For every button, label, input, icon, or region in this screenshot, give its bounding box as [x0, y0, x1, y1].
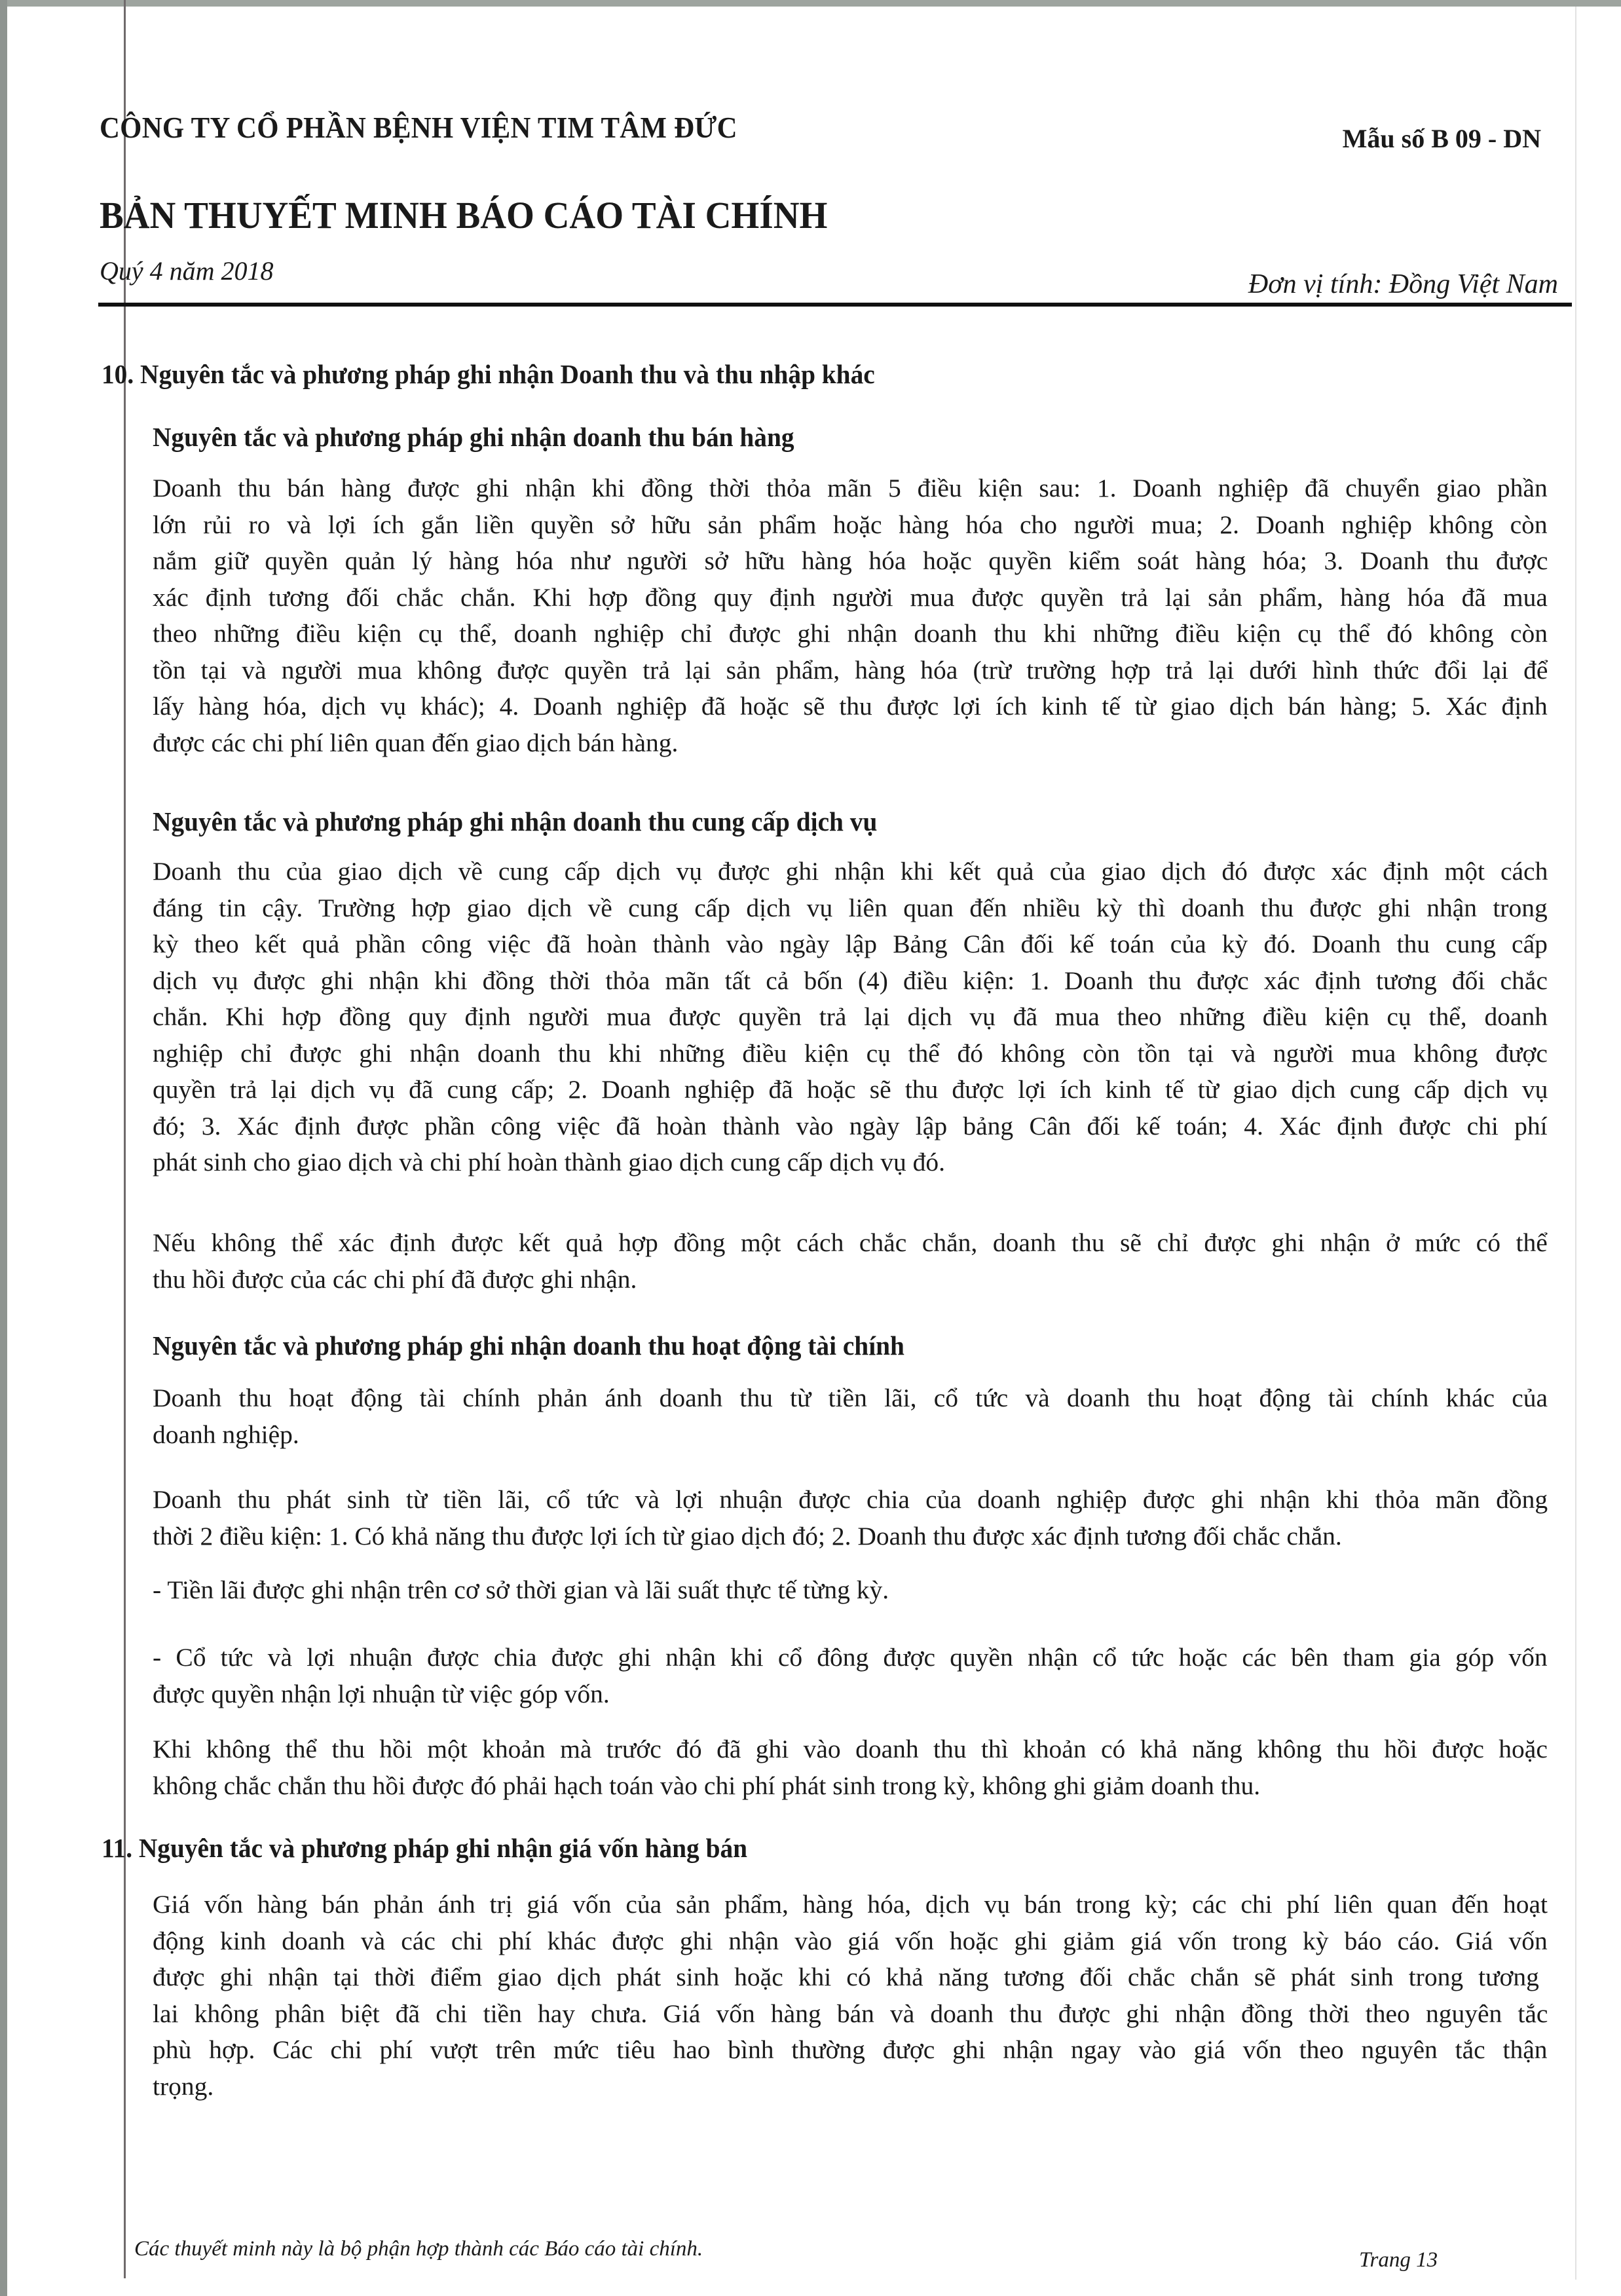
scan-edge-left [0, 0, 7, 2296]
text-line: Doanh thu phát sinh từ tiền lãi, cổ tức và lợi nhuận được chia của doanh nghiệp được ghi nhận khi thỏa mãn đồng [153, 1485, 1548, 1514]
text-line: lấy hàng hóa, dịch vụ khác); 4. Doanh nghiệp đã hoặc sẽ thu được lợi ích kinh tế từ giao dịch bán hàng; 5. Xác định [153, 692, 1548, 721]
text-line: lai không phân biệt đã chi tiền hay chưa. Giá vốn hàng bán và doanh thu được ghi nhận đồng thời theo nguyên tắc [153, 1999, 1548, 2028]
paragraph [153, 1572, 1548, 1609]
text-line: Doanh thu bán hàng được ghi nhận khi đồng thời thỏa mãn 5 điều kiện sau: 1. Doanh nghiệp đã chuyển giao phần [153, 474, 1548, 502]
text-line: không chắc chắn thu hồi được đó phải hạch toán vào chi phí phát sinh trong kỳ, không ghi giảm doanh thu. [153, 1771, 1261, 1800]
paragraph [153, 854, 1548, 1181]
subsection-service-revenue-heading: Nguyên tắc và phương pháp ghi nhận doanh thu cung cấp dịch vụ [153, 806, 878, 837]
text-line: dịch vụ được ghi nhận khi đồng thời thỏa mãn tất cả bốn (4) điều kiện: 1. Doanh thu được xác định tương đối chắc [153, 966, 1548, 995]
text-line: trọng. [153, 2071, 214, 2101]
paragraph [153, 1731, 1548, 1804]
subsection-sales-revenue-heading: Nguyên tắc và phương pháp ghi nhận doanh thu bán hàng [153, 422, 794, 452]
text-line: thời 2 điều kiện: 1. Có khả năng thu được lợi ích từ giao dịch đó; 2. Doanh thu được xác định tương đối chắc chắn. [153, 1521, 1342, 1551]
text-line: đó; 3. Xác định được phần công việc đã hoàn thành vào ngày lập bảng Cân đối kế toán; 4. Xác định được chi phí [153, 1111, 1548, 1140]
paragraph [153, 1225, 1548, 1298]
text-line: xác định tương đối chắc chắn. Khi hợp đồng quy định người mua được quyền trả lại sản phẩm, hàng hóa đã mua [153, 582, 1548, 612]
text-line: động kinh doanh và các chi phí khác được ghi nhận vào giá vốn hoặc ghi giảm giá vốn trong kỳ báo cáo. Giá vốn [153, 1926, 1548, 1955]
paragraph [153, 1640, 1548, 1712]
subsection-financial-revenue-heading: Nguyên tắc và phương pháp ghi nhận doanh thu hoạt động tài chính [153, 1330, 904, 1361]
text-line: chắn. Khi hợp đồng quy định người mua được quyền trả lại dịch vụ đã mua theo những điều kiện cụ thể, doanh [153, 1002, 1548, 1031]
text-line: doanh nghiệp. [153, 1420, 299, 1449]
currency-unit: Đơn vị tính: Đồng Việt Nam [1248, 269, 1558, 299]
text-line: Giá vốn hàng bán phản ánh trị giá vốn của sản phẩm, hàng hóa, dịch vụ bán trong kỳ; các chi phí liên quan đến hoạt [153, 1890, 1548, 1919]
text-line: Khi không thể thu hồi một khoản mà trước đó đã ghi vào doanh thu thì khoản có khả năng không thu hồi được hoặc [153, 1735, 1548, 1763]
text-line: đáng tin cậy. Trường hợp giao dịch về cung cấp dịch vụ liên quan đến nhiều kỳ thì doanh thu được ghi nhận trong [153, 893, 1548, 922]
page-number: Trang 13 [1359, 2248, 1438, 2272]
paragraph [153, 1380, 1548, 1453]
text-line: lớn rủi ro và lợi ích gắn liền quyền sở hữu sản phẩm hoặc hàng hóa cho người mua; 2. Doanh nghiệp không còn [153, 510, 1548, 539]
scan-edge-top [0, 0, 1621, 7]
text-line: được quyền nhận lợi nhuận từ việc góp vốn. [153, 1679, 610, 1708]
text-line: phát sinh cho giao dịch và chi phí hoàn thành giao dịch cung cấp dịch vụ đó. [153, 1148, 945, 1176]
text-line: theo những điều kiện cụ thể, doanh nghiệp chỉ được ghi nhận doanh thu khi những điều kiện cụ thể đó không còn [153, 619, 1548, 648]
text-line: - Tiền lãi được ghi nhận trên cơ sở thời gian và lãi suất thực tế từng kỳ. [153, 1575, 889, 1604]
report-period: Quý 4 năm 2018 [100, 256, 274, 286]
text-line: Nếu không thể xác định được kết quả hợp đồng một cách chắc chắn, doanh thu sẽ chỉ được ghi nhận ở mức có thể [153, 1228, 1548, 1257]
text-line: Doanh thu hoạt động tài chính phản ánh doanh thu từ tiền lãi, cổ tức và doanh thu hoạt động tài chính khác của [153, 1383, 1548, 1412]
header-rule [98, 303, 1572, 307]
document-title: BẢN THUYẾT MINH BÁO CÁO TÀI CHÍNH [100, 194, 828, 236]
company-name: CÔNG TY CỔ PHẦN BỆNH VIỆN TIM TÂM ĐỨC [100, 111, 737, 144]
paragraph [153, 1887, 1548, 2105]
text-line: phù hợp. Các chi phí vượt trên mức tiêu hao bình thường được ghi nhận ngay vào giá vốn theo nguyên tắc thận [153, 2035, 1548, 2064]
binding-margin-line [124, 0, 126, 2278]
text-line: Doanh thu của giao dịch về cung cấp dịch vụ được ghi nhận khi kết quả của giao dịch đó được xác định một cách [153, 857, 1548, 886]
form-number: Mẫu số B 09 - DN [1342, 124, 1541, 153]
paragraph [153, 1482, 1548, 1554]
text-line: được các chi phí liên quan đến giao dịch bán hàng. [153, 728, 679, 757]
section-10-heading: 10. Nguyên tắc và phương pháp ghi nhận Doanh thu và thu nhập khác [102, 359, 875, 389]
right-margin-line [1575, 7, 1576, 2280]
text-line: tồn tại và người mua không được quyền trả lại sản phẩm, hàng hóa (trừ trường hợp trả lại dưới hình thức đổi lại để [153, 655, 1548, 685]
text-line: quyền trả lại dịch vụ đã cung cấp; 2. Doanh nghiệp đã hoặc sẽ thu được lợi ích kinh tế từ giao dịch cung cấp dịch vụ [153, 1075, 1548, 1104]
text-line: kỳ theo kết quả phần công việc đã hoàn thành vào ngày lập Bảng Cân đối kế toán của kỳ đó. Doanh thu cung cấp [153, 930, 1548, 958]
paragraph [153, 470, 1548, 761]
text-line: - Cổ tức và lợi nhuận được chia được ghi nhận khi cổ đông được quyền nhận cổ tức hoặc các bên tham gia góp vốn [153, 1643, 1548, 1672]
text-line: thu hồi được của các chi phí đã được ghi nhận. [153, 1264, 637, 1294]
text-line: được ghi nhận tại thời điểm giao dịch phát sinh hoặc khi có khả năng tương đối chắc chắn sẽ phát sinh trong tương [153, 1963, 1539, 1991]
section-11-heading: 11. Nguyên tắc và phương pháp ghi nhận giá vốn hàng bán [102, 1833, 748, 1863]
text-line: nắm giữ quyền quản lý hàng hóa như người sở hữu hàng hóa hoặc quyền kiểm soát hàng hóa; 3. Doanh thu được [153, 546, 1548, 575]
footer-note: Các thuyết minh này là bộ phận hợp thành các Báo cáo tài chính. [134, 2237, 703, 2261]
text-line: nghiệp chỉ được ghi nhận doanh thu khi những điều kiện cụ thể đó không còn tồn tại và người mua không được [153, 1038, 1548, 1068]
